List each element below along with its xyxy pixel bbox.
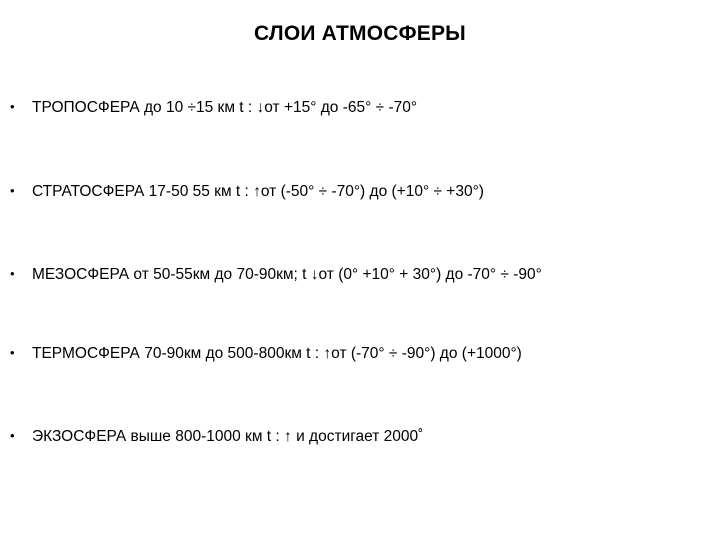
item-text: от +15° до -65° ÷ -70°: [264, 99, 418, 116]
list-item-troposphere: [10, 97, 417, 118]
item-text: ЭКЗОСФЕРА выше 800-1000 км t :: [32, 428, 285, 445]
arrow-up-icon: ↑: [323, 345, 332, 362]
bullet-icon: •: [10, 183, 15, 198]
item-text: ТЕРМОСФЕРА 70-90км до 500-800км t :: [32, 345, 324, 362]
arrow-up-icon: ↑: [284, 428, 292, 445]
bullet-icon: •: [10, 266, 15, 281]
list-item-exosphere: [10, 426, 423, 447]
item-text: МЕЗОСФЕРА от 50-55км до 70-90км; t: [32, 266, 311, 283]
list-item-mesosphere: [10, 264, 542, 285]
bullet-icon: •: [10, 345, 15, 360]
item-text: СТРАТОСФЕРА 17-50 55 км t :: [32, 183, 254, 200]
item-text: и достигает 2000˚: [291, 428, 424, 445]
page-title: СЛОИ АТМОСФЕРЫ: [254, 22, 466, 45]
item-text: от (-70° ÷ -90°) до (+1000°): [331, 345, 522, 362]
item-text: от (-50° ÷ -70°) до (+10° ÷ +30°): [260, 183, 484, 200]
bullet-icon: •: [10, 99, 15, 114]
list-item-stratosphere: [10, 181, 484, 202]
arrow-down-icon: ↓: [256, 99, 265, 116]
list-item-thermosphere: [10, 343, 522, 364]
bullet-icon: •: [10, 428, 15, 443]
arrow-up-icon: ↑: [253, 183, 261, 200]
item-text: ТРОПОСФЕРА до 10 ÷15 км t :: [32, 99, 257, 116]
item-text: от (0° +10° + 30°) до -70° ÷ -90°: [318, 266, 542, 283]
arrow-down-icon: ↓: [310, 266, 319, 283]
